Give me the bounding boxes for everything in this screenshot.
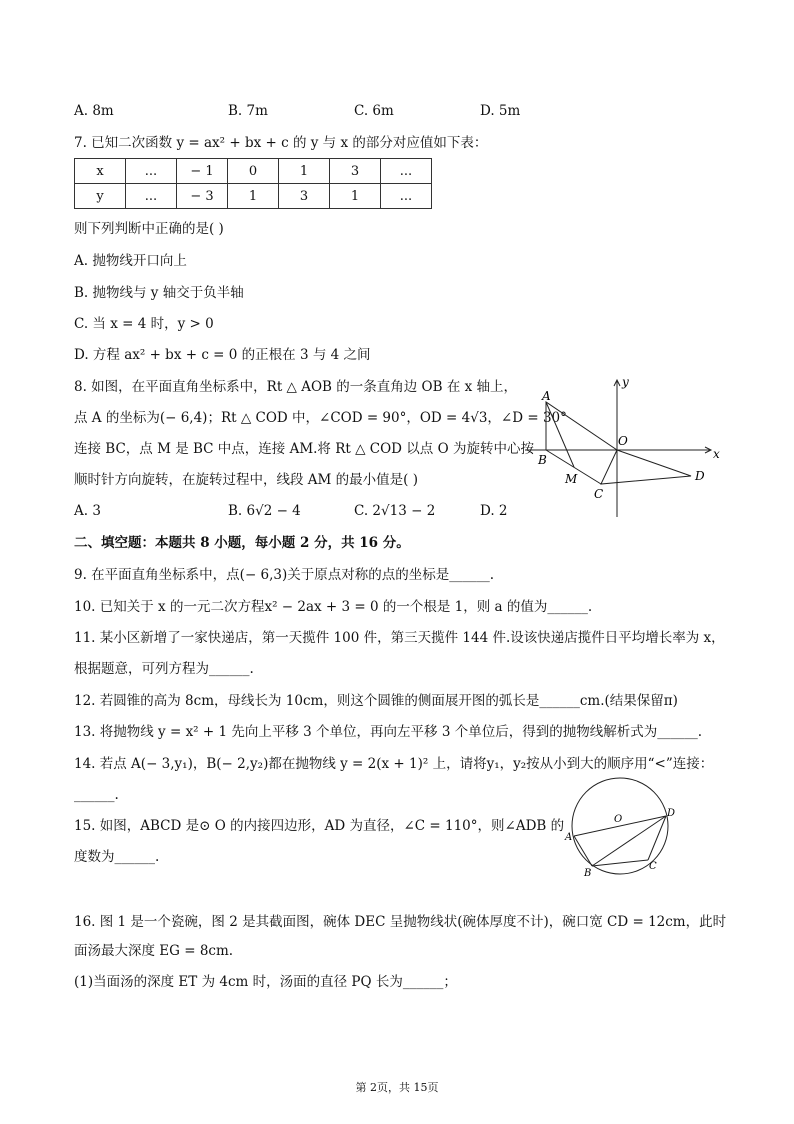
q8-option-c: C. 2√13 − 2: [354, 503, 436, 519]
table-cell: ...: [381, 184, 432, 209]
q8-option-d: D. 2: [480, 503, 508, 519]
q14-line-1: 14. 若点 A(− 3,y₁)，B(− 2,y₂)都在抛物线 y = 2(x + 1)² 上，请将y₁，y₂按从小到大的顺序用“<”连接：: [74, 756, 714, 772]
table-cell: 1: [330, 184, 381, 209]
label-x: x: [713, 447, 720, 461]
q9: 9. 在平面直角坐标系中，点(− 6,3)关于原点对称的点的坐标是______.: [74, 567, 495, 583]
q15-line-2: 度数为______.: [74, 849, 160, 865]
q7-option-a: A. 抛物线开口向上: [74, 253, 187, 269]
q7-value-table: [74, 158, 432, 209]
q6-option-d: D. 5m: [480, 103, 521, 119]
segment-ab: [574, 836, 592, 866]
label-b: B: [538, 453, 547, 467]
q15-circle-figure: [556, 776, 686, 878]
q8-option-b: B. 6√2 − 4: [228, 503, 301, 519]
label-b: B: [584, 868, 592, 878]
q8-line-3: 连接 BC，点 M 是 BC 中点，连接 AM.将 Rt △ COD 以点 O 为旋转中心按: [74, 441, 534, 457]
table-cell: x: [75, 159, 126, 184]
q12: 12. 若圆锥的高为 8cm，母线长为 10cm，则这个圆锥的侧面展开图的弧长是______cm.(结果保留π): [74, 693, 678, 709]
label-d: D: [695, 469, 705, 483]
table-cell: 1: [228, 184, 279, 209]
q6-option-b: B. 7m: [228, 103, 268, 119]
q11-line-2: 根据题意，可列方程为______.: [74, 661, 254, 677]
table-cell: 3: [279, 184, 330, 209]
section-2-heading: 二、填空题：本题共 8 小题，每小题 2 分，共 16 分。: [74, 535, 410, 551]
q8-option-a: A. 3: [74, 503, 101, 519]
table-cell: 0: [228, 159, 279, 184]
q16-line-2: 面汤最大深度 EG = 8cm.: [74, 943, 234, 959]
table-row: [75, 184, 432, 209]
q16-line-3: (1)当面汤的深度 ET 为 4cm 时，汤面的直径 PQ 长为______；: [74, 974, 457, 990]
q8-line-1: 8. 如图，在平面直角坐标系中，Rt △ AOB 的一条直角边 OB 在 x 轴上，: [74, 379, 518, 395]
q16-line-1: 16. 图 1 是一个瓷碗，图 2 是其截面图，碗体 DEC 呈抛物线状(碗体厚度不计)，碗口宽 CD = 12cm，此时: [74, 914, 727, 930]
label-c: C: [649, 861, 657, 872]
table-cell: ...: [381, 159, 432, 184]
q7-option-b: B. 抛物线与 y 轴交于负半轴: [74, 285, 244, 301]
q13: 13. 将抛物线 y = x² + 1 先向上平移 3 个单位，再向左平移 3 个单位后，得到的抛物线解析式为______.: [74, 724, 703, 740]
table-cell: − 3: [177, 184, 228, 209]
label-y: y: [622, 375, 629, 389]
q7-option-d: D. 方程 ax² + bx + c = 0 的正根在 3 与 4 之间: [74, 347, 371, 363]
q8-line-4: 顺时针方向旋转，在旋转过程中，线段 AM 的最小值是( ): [74, 472, 418, 488]
label-o: O: [618, 434, 628, 448]
q6-option-a: A. 8m: [74, 103, 114, 119]
q7-ask: 则下列判断中正确的是( ): [74, 221, 224, 237]
label-d: D: [667, 808, 676, 819]
page-footer: 第 2页，共 15页: [355, 1081, 439, 1094]
label-c: C: [594, 487, 604, 501]
q6-option-c: C. 6m: [354, 103, 394, 119]
q10: 10. 已知关于 x 的一元二次方程x² − 2ax + 3 = 0 的一个根是 1，则 a 的值为______.: [74, 599, 593, 615]
label-m: M: [565, 472, 578, 486]
table-row: [75, 159, 432, 184]
table-cell: ...: [126, 159, 177, 184]
table-cell: y: [75, 184, 126, 209]
table-cell: 3: [330, 159, 381, 184]
q7-option-c: C. 当 x = 4 时，y > 0: [74, 316, 214, 332]
q8-coordinate-figure: [525, 372, 725, 520]
table-cell: − 1: [177, 159, 228, 184]
table-cell: 1: [279, 159, 330, 184]
table-cell: ...: [126, 184, 177, 209]
label-a: A: [565, 832, 573, 843]
q15-line-1: 15. 如图，ABCD 是⊙ O 的内接四边形，AD 为直径，∠C = 110°，则∠ADB 的: [74, 818, 565, 834]
q8-line-2: 点 A 的坐标为(− 6,4)；Rt △ COD 中，∠COD = 90°，OD = 4√3，∠D = 30°: [74, 410, 567, 426]
triangle-cod: [601, 450, 691, 484]
label-a: A: [542, 389, 551, 403]
q7-stem: 7. 已知二次函数 y = ax² + bx + c 的 y 与 x 的部分对应值如下表：: [74, 135, 488, 151]
q6-options: [74, 103, 674, 121]
q11-line-1: 11. 某小区新增了一家快递店，第一天揽件 100 件，第三天揽件 144 件.设该快递店揽件日平均增长率为 x，: [74, 630, 725, 646]
label-o: O: [614, 814, 623, 825]
q14-line-2: ______.: [74, 787, 119, 803]
